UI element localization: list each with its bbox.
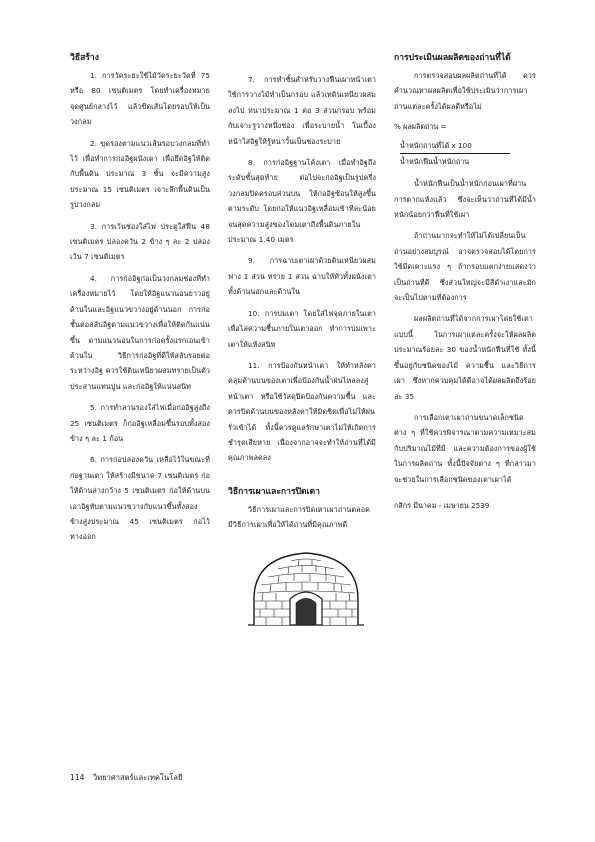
paragraph: ถ้าถ่านมากจะทำให้ไม่ได้เปลี่ยนเป็นถ่านอย่างสมบูรณ์ อาจตรวจสอบได้โดยการใช้มีดเคาะแรง ๆ ถ้ากรอบแตกง่ายแสดงว่าเป็นถ่านที่ดี ซึ่งส่วนใหญ่จะมีสีดำเงาและมักจะเป็นไปตามที่ต้องการ [394, 231, 536, 303]
paragraph: 11. การป้องกันหน้าเตา ให้ทำหลังคาคลุมด้านบนของเตาเพื่อป้องกันน้ำฝนไหลลงสู่หน้าเตา หรือใช้วัสดุปิดป้องกันความชื้น และควรปิดด้านบนของหลังคาให้มิดชิดเพื่อไม่ให้ฝนรั่วเข้าได้ ทั้งนี้ควรดูแลรักษาเตาไม่ให้เกิดการชำรุดเสียหาย เนื่องจากอาจจะทำให้ถ่านที่ได้มีคุณภาพลดลง [228, 360, 376, 463]
paragraph: 2. ขุดร่องตามแนวเส้นรอบวงกลมที่ทำไว้ เพื่อทำการก่ออิฐผนังเตา เพื่อยึดอิฐให้ติดกับพื้นดิน ประมาณ 3 ชั้น จะมีความสูงประมาณ 15 เซนติเมตร เจาะลึกพื้นดินเป็นรูปวงกลม [70, 138, 210, 210]
section-heading-firing: วิธีการเผาและการปิดเตา [228, 486, 320, 497]
column-middle [228, 72, 376, 629]
paragraph: 10. การบ่มเตา โดยใส่ไฟจุดภายในเตาเพื่อไล่ความชื้นภายในเตาออก ทำการบ่มเพาะเตาให้แห้งสนิท [228, 308, 376, 349]
publication-name: วิทยาศาสตร์และเทคโนโลยี [92, 773, 183, 782]
paragraph: 5. การทำลานรองใส่ไฟเมื่อก่ออิฐสูงถึง 25 เซนติเมตร ก็ก่ออิฐเหลื่อมขึ้นรอบทั้งสองข้าง ๆ ละ 1 ก้อน [70, 403, 210, 443]
paragraph: น้ำหนักฟืนเป็นน้ำหนักก่อนเผาที่ผ่านการตากแห้งแล้ว ซึ่งจะเห็นว่าถ่านที่ได้มีน้ำหนักน้อยกว่าฟืนที่ใช้เผา [394, 179, 536, 220]
paragraph: 8. การก่ออิฐฐานโค้งเตา เมื่อทำอิฐถึงระดับชั้นสุดท้าย ต่อไปจะก่ออิฐเป็นรูปครึ่งวงกลมปิดครอบส่วนบน ให้ก่ออิฐซ้อนให้สูงขึ้นตามระดับ โดยก่อให้แนวอิฐเหลื่อมเข้าทีละน้อยจนสุดความสูงของโดมเตาถึงพื้นดินภายในประมาณ 1.40 เมตร [228, 158, 376, 245]
column-left [70, 52, 210, 551]
kiln-dome-icon [246, 539, 366, 629]
paragraph: 6. การก่อปล่องควัน เหลือไว้ในขณะที่ก่อฐานเตา ให้สร้างมีขนาด 7 เซนติเมตร ก่อให้ด้านล่างกว้าง 5 เซนติเมตร ก่อให้ด้านบนเอาอิฐทับตามแนวขวางกับแนวขึ้นทั้งสองข้างสูงประมาณ 45 เซนติเมตร ก่อไว้ทางออก [70, 455, 210, 542]
section-heading-construction: วิธีสร้าง [70, 53, 99, 63]
formula-denominator: น้ำหนักฟืนน้ำหนักถ่าน [400, 157, 470, 167]
page-footer [70, 772, 182, 784]
section-heading-evaluation: การประเมินผลผลิตของถ่านที่ได้ [394, 53, 511, 63]
paragraph: 9. การฉาบเตาเผาด้วยดินเหนียวผสมฟาง 1 ส่วน ทราย 1 ส่วน ฉาบให้ทั่วทั้งผนังเตาทั้งด้านนอกและด้านใน [228, 256, 376, 297]
formula-label: % ผลผลิตถ่าน = [394, 122, 447, 132]
formula-fraction [400, 139, 536, 168]
paragraph: 1. การวัดระยะใช้ไม้วัดระยะวัดที่ 75 หรือ 80 เซนติเมตร โดยทำเครื่องหมายจุดศูนย์กลางไว้ แล้วขีดเส้นโดยรอบให้เป็นวงกลม [70, 71, 210, 127]
page-number: 114 [70, 773, 85, 782]
formula-numerator: น้ำหนักถ่านที่ได้ x 100 [400, 139, 510, 154]
yield-formula [394, 120, 536, 168]
paragraph: ผลผลิตถ่านที่ได้จากการเผาโดยใช้เตาแบบนี้ ในการเผาแต่ละครั้งจะให้ผลผลิตประมาณร้อยละ 30 ของน้ำหนักฟืนที่ใช้ ทั้งนี้ขึ้นอยู่กับชนิดของไม้ ความชื้น และวิธีการเผา ซึ่งหากควบคุมได้ดีอาจได้ผลผลิตถึงร้อยละ 35 [394, 314, 536, 401]
paragraph: 4. การก่ออิฐก่อเป็นวงกลมช่องที่ทำเครื่องหมายไว้ โดยให้อิฐแนวนอนยาวอยู่ด้านในและอิฐแนวขวางอยู่ด้านนอก การก่อชั้นต่อสลับอิฐตามแนวขวางเพื่อให้ติดกันแน่นขึ้น ตามแนวนอนในการก่อครั้งแรกเอนเข้าด้านใน วิธีการก่ออิฐที่ดีให้สลับรอยต่อระหว่างอิฐ ควรใช้ดินเหนียวผสมทรายเป็นตัวประสานแทนปูน และก่ออิฐให้แน่นสนิท [70, 273, 210, 391]
source-citation: กสิกร มีนาคม - เมษายน 2539 [394, 500, 490, 510]
paragraph: การเลือกเตาเผาถ่านขนาดเล็กชนิดต่าง ๆ ที่ใช้ควรพิจารณาตามความเหมาะสมกับปริมาณไม้ที่มี และความต้องการของผู้ใช้ในการผลิตถ่าน ทั้งนี้ปัจจัยต่าง ๆ ที่กล่าวมาจะช่วยในการเลือกชนิดของเตาเผาได้ [394, 412, 536, 484]
paragraph: วิธีการเผาและการปิดเตาเผาถ่านตลอด มีวิธีการเผาเพื่อให้ได้ถ่านที่มีคุณภาพดี [228, 504, 370, 530]
paragraph: 7. การทำชั้นสำหรับวางฟืนเผาหน้าเตา ใช้การวางไม้ทำเป็นกรอบ แล้วเทดินเหนียวผสมลงไป หนาประมาณ 1 ต่อ 3 ส่วนกรอบ พร้อมกับเจาะรูวางหนึ่งช่อง เพื่อระบายน้ำ ในเบื้องหน้าใส่อิฐให้รู้หนาวั้นเป็นช่องระบาย [228, 75, 376, 146]
column-right [394, 52, 536, 513]
paragraph: 3. การเว้นช่องใส่ไฟ ประตูใส่ฟืน 48 เซนติเมตร ปล่องควัน 2 ข้าง ๆ ละ 2 ปล่อง เว้น 7 เซนติเมตร [70, 221, 210, 262]
paragraph: การตรวจสอบผลผลิตถ่านที่ได้ ควรคำนวณหาผลผลิตเพื่อใช้ประเมินว่าการเผาถ่านแต่ละครั้งได้ผลดีหรือไม่ [394, 71, 536, 111]
kiln-door-shadow [296, 598, 316, 625]
